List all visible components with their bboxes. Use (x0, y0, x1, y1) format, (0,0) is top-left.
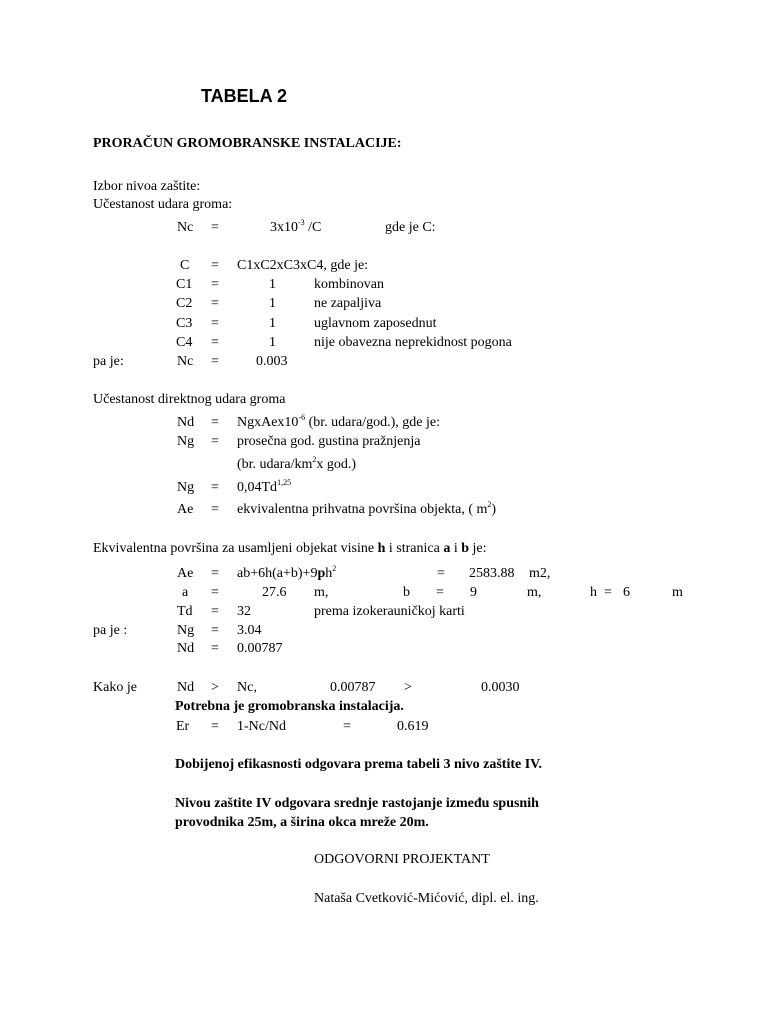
compare-gt: > (211, 680, 219, 695)
ng-unit-a: (br. udara/km (237, 457, 313, 472)
nd-formula-base: NgxAex10 (237, 415, 299, 430)
compare-nc: Nc, (237, 680, 257, 695)
equiv-b-unit: m, (527, 585, 542, 600)
equiv-ng-value: 3.04 (237, 623, 262, 638)
nd-equals: = (211, 415, 219, 430)
ng-unit-b: x god.) (316, 457, 357, 472)
equiv-h-unit: m (672, 585, 683, 600)
equiv-intro-a: Ekvivalentna površina za usamljeni objekat visine (93, 541, 378, 556)
nc-result-value: 0.003 (256, 354, 288, 369)
equiv-td-equals: = (211, 604, 219, 619)
nc-formula (270, 220, 321, 236)
equiv-nd-symbol: Nd (177, 641, 195, 656)
nc-equals: = (211, 220, 219, 235)
equiv-ae-equals-2: = (437, 566, 445, 581)
equiv-a-symbol: a (182, 585, 189, 600)
nd-formula-rest: (br. udara/god.), gde je: (308, 415, 441, 430)
conclusion-2a: Nivou zaštite IV odgovara srednje rastojanje između spusnih (175, 796, 539, 811)
equiv-ae-equals: = (211, 566, 219, 581)
page-title: TABELA 2 (201, 86, 288, 106)
nc-formula-note: gde je C: (385, 220, 436, 235)
equiv-intro-c: je: (469, 541, 487, 556)
compare-nc-value: 0.0030 (481, 680, 520, 695)
c-expression: C1xC2xC3xC4, gde je: (237, 258, 369, 273)
nc-symbol: Nc (177, 220, 194, 235)
compare-gt-2: > (404, 680, 412, 695)
c4-value: 1 (269, 335, 276, 350)
equiv-intro-i: i (450, 541, 462, 556)
nc-formula-exp: -3 (298, 218, 305, 227)
er-equals-2: = (343, 719, 351, 734)
equiv-ae-expr-a: ab+6h(a+b)+9 (237, 566, 318, 581)
equiv-h-symbol: h (590, 585, 597, 600)
equiv-ae-expression (237, 566, 336, 582)
c2-equals: = (211, 296, 219, 311)
c3-value: 1 (269, 316, 276, 331)
ng-unit (237, 457, 356, 473)
conclusion-2b: provodnika 25m, a širina okca mreže 20m. (175, 815, 429, 830)
c-symbol: C (180, 258, 190, 273)
equiv-intro (93, 541, 487, 557)
equiv-nd-value: 0.00787 (237, 641, 283, 656)
c4-symbol: C4 (176, 335, 193, 350)
equiv-intro-b-bold: b (461, 541, 469, 556)
intro-line-2: Učestanost udara groma: (93, 197, 233, 212)
signature-role: ODGOVORNI PROJEKTANT (314, 852, 490, 867)
ng2-equals: = (211, 480, 219, 495)
c1-description: kombinovan (314, 277, 384, 292)
c4-equals: = (211, 335, 219, 350)
c1-value: 1 (269, 277, 276, 292)
er-equals: = (211, 719, 219, 734)
ng2-formula-base: 0,04Td (237, 480, 278, 495)
equiv-ae-expr-h: h (325, 566, 333, 581)
equiv-b-value: 9 (470, 585, 477, 600)
ae-description-a: ekvivalentna prihvatna površina objekta, ( m (237, 502, 488, 517)
c3-equals: = (211, 316, 219, 331)
er-symbol: Er (176, 719, 190, 734)
c-equals: = (211, 258, 219, 273)
c3-description: uglavnom zaposednut (314, 316, 437, 331)
ae-description (237, 502, 496, 518)
nc-result-symbol: Nc (177, 354, 194, 369)
document-heading: PRORAČUN GROMOBRANSKE INSTALACIJE: (93, 136, 402, 151)
equiv-a-unit: m, (314, 585, 329, 600)
ae-description-b: ) (491, 502, 497, 517)
equiv-td-note: prema izokerauničkoj karti (314, 604, 465, 619)
equiv-a-equals: = (211, 585, 219, 600)
ng2-formula (237, 480, 291, 496)
equiv-a-value: 27.6 (262, 585, 287, 600)
equiv-intro-b: i stranica (385, 541, 444, 556)
ng-symbol: Ng (177, 434, 195, 449)
c3-symbol: C3 (176, 316, 193, 331)
compare-nd-value: 0.00787 (330, 680, 376, 695)
nc-result-prefix: pa je: (93, 354, 124, 369)
equiv-b-equals: = (436, 585, 444, 600)
equiv-ae-value: 2583.88 (469, 566, 515, 581)
ng-equals: = (211, 434, 219, 449)
ng-description: prosečna god. gustina pražnjenja (237, 434, 421, 449)
c2-value: 1 (269, 296, 276, 311)
c2-symbol: C2 (176, 296, 193, 311)
equiv-intro-a-bold: a (443, 541, 451, 556)
conclusion-1: Dobijenoj efikasnosti odgovara prema tabeli 3 nivo zaštite IV. (175, 757, 542, 772)
equiv-intro-h: h (377, 541, 386, 556)
compare-nd: Nd (177, 680, 195, 695)
equiv-ng-symbol: Ng (177, 623, 195, 638)
equiv-nd-equals: = (211, 641, 219, 656)
ae-equals: = (211, 502, 219, 517)
signature-name: Nataša Cvetković-Mićović, dipl. el. ing. (314, 891, 539, 906)
ae-description-exp: 2 (487, 500, 492, 509)
nc-formula-base: 3x10 (270, 220, 298, 235)
equiv-ae-expr-exp: 2 (332, 564, 337, 573)
c1-symbol: C1 (176, 277, 193, 292)
equiv-ae-symbol: Ae (177, 566, 194, 581)
nc-result-equals: = (211, 354, 219, 369)
equiv-td-symbol: Td (177, 604, 193, 619)
c1-equals: = (211, 277, 219, 292)
nc-formula-rest: /C (308, 220, 322, 235)
ng2-symbol: Ng (177, 480, 195, 495)
equiv-h-value: 6 (623, 585, 630, 600)
equiv-paje: pa je : (93, 623, 128, 638)
ng2-formula-exp: 1,25 (277, 478, 292, 487)
need-statement: Potrebna je gromobranska instalacija. (175, 699, 404, 714)
er-expression: 1-Nc/Nd (237, 719, 286, 734)
nd-formula (237, 415, 440, 431)
equiv-ng-equals: = (211, 623, 219, 638)
er-value: 0.619 (397, 719, 429, 734)
c4-description: nije obavezna neprekidnost pogona (314, 335, 512, 350)
equiv-td-value: 32 (237, 604, 251, 619)
nd-formula-exp: -6 (298, 413, 306, 422)
nd-symbol: Nd (177, 415, 195, 430)
compare-prefix: Kako je (93, 680, 137, 695)
direct-heading: Učestanost direktnog udara groma (93, 392, 286, 407)
equiv-ae-expr-pi: p (317, 566, 326, 581)
equiv-b-symbol: b (403, 585, 410, 600)
equiv-h-equals: = (604, 585, 612, 600)
equiv-ae-unit: m2, (529, 566, 551, 581)
intro-line-1: Izbor nivoa zaštite: (93, 179, 201, 194)
ng-unit-exp: 2 (312, 455, 317, 464)
c2-description: ne zapaljiva (314, 296, 382, 311)
ae-symbol: Ae (177, 502, 194, 517)
